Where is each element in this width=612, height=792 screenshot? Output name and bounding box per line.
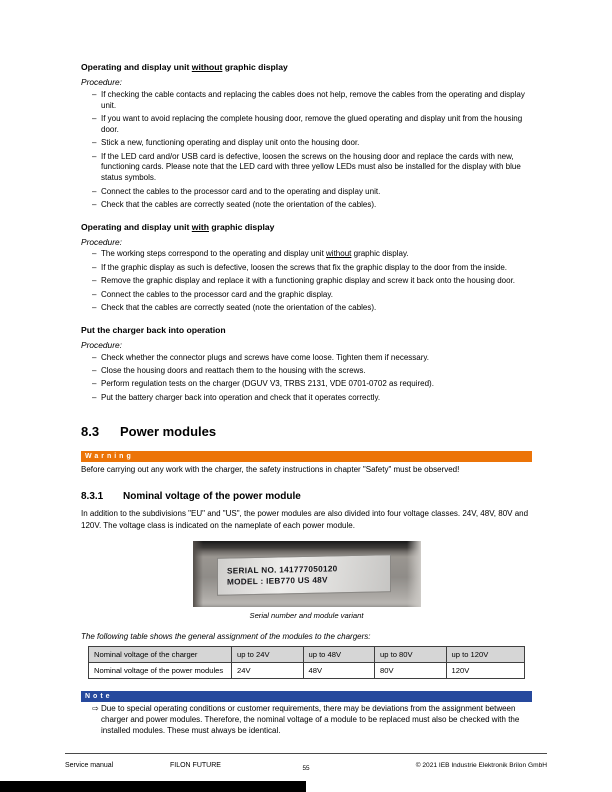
section-number: 8.3.1 (81, 491, 104, 503)
list-bullet: – (92, 89, 97, 99)
footer-doc-type: Service manual (65, 762, 114, 769)
list-item-text: Check that the cables are correctly seated (note the orientation of the cables). (101, 303, 377, 313)
page-content (81, 62, 532, 739)
heading-text: graphic display (208, 221, 275, 232)
list-bullet: – (92, 151, 97, 161)
procedure-label: Procedure: (81, 340, 122, 350)
list-item-text: If you want to avoid replacing the complete housing door, remove the glued operating and display unit from the housing door. (101, 113, 523, 134)
figure-caption: Serial number and module variant (249, 610, 364, 620)
serial-number-text: SERIAL NO. 141777050120 (226, 564, 338, 576)
list-bullet: – (92, 249, 97, 259)
list-bullet: – (92, 379, 97, 389)
list-item-text: Stick a new, functioning operating and display unit onto the housing door. (101, 138, 360, 148)
procedure-list (81, 353, 532, 404)
table-cell: Nominal voltage of the power modules (89, 662, 232, 678)
list-bullet: – (92, 199, 97, 209)
note-banner: Note (81, 691, 532, 702)
list-bullet: – (92, 289, 97, 299)
table-cell: 120V (446, 662, 524, 678)
list-item (81, 138, 532, 149)
list-item-text: Check that the cables are correctly seated (note the orientation of the cables). (101, 199, 377, 209)
photo-shadow-left (193, 541, 203, 607)
list-item (81, 393, 532, 404)
section-heading-with-display (81, 222, 532, 233)
list-item-text: Remove the graphic display and replace it with a functioning graphic display and screw it back onto the housing door. (101, 276, 516, 286)
list-item-text: Check whether the connector plugs and screws have come loose. Tighten them if necessary. (101, 352, 430, 362)
list-item (81, 704, 532, 736)
footer-divider (65, 753, 547, 754)
list-item-text: Connect the cables to the processor card and to the operating and display unit. (101, 186, 381, 196)
list-bullet: – (92, 392, 97, 402)
table-header-row (89, 646, 525, 662)
header-cell: up to 48V (303, 646, 375, 662)
procedure-list (81, 249, 532, 313)
list-item (81, 200, 532, 211)
list-bullet: – (92, 138, 97, 148)
footer-copyright: © 2021 IEB Industrie Elektronik Brilon GmbH (415, 762, 547, 769)
heading-text: Put the charger back into operation (81, 324, 226, 335)
list-item (81, 276, 532, 287)
list-bullet: – (92, 303, 97, 313)
list-bullet: – (92, 262, 97, 272)
table-cell: 24V (232, 662, 304, 678)
list-item (81, 366, 532, 377)
note-list (81, 704, 532, 736)
header-cell: up to 24V (232, 646, 304, 662)
list-bullet: ⇨ (92, 704, 99, 714)
heading-text: graphic display (222, 62, 288, 72)
list-bullet: – (92, 276, 97, 286)
list-item-text: Close the housing doors and reattach them to the housing with the screws. (101, 365, 366, 375)
list-item-text: Due to special operating conditions or customer requirements, there may be deviations from the assignment between charger and power modules. Therefore, the nominal voltage of a module to be replaced must also be checked with the installed modules. These must always be identical. (101, 704, 520, 735)
list-bullet: – (92, 365, 97, 375)
list-item-text: If the graphic display as such is defective, loosen the screws that fix the graphic display to the door from the inside. (101, 262, 507, 272)
warning-banner: Warning (81, 451, 532, 462)
procedure-list (81, 90, 532, 211)
list-item (81, 379, 532, 390)
header-cell: up to 80V (375, 646, 447, 662)
warning-text: Before carrying out any work with the charger, the safety instructions in chapter "Safety" must be observed! (81, 464, 460, 474)
header-cell: Nominal voltage of the charger (89, 646, 232, 662)
page-number: 55 (302, 765, 310, 772)
list-item (81, 114, 532, 136)
procedure-label: Procedure: (81, 77, 122, 88)
header-cell: up to 120V (446, 646, 524, 662)
list-item (81, 353, 532, 364)
section-heading-back-into-operation (81, 325, 532, 336)
list-item (81, 290, 532, 301)
heading-underlined-word: with (191, 221, 209, 232)
nameplate-photo (193, 541, 421, 607)
chapter-number: 8.3 (81, 423, 100, 439)
bottom-black-bar (0, 781, 306, 792)
list-item-text: The working steps correspond to the operating and display unit without graphic display. (101, 249, 409, 259)
nameplate-label (217, 554, 391, 596)
list-item-text: Put the battery charger back into operation and check that it operates correctly. (101, 392, 381, 402)
list-bullet: – (92, 113, 97, 123)
list-item-text: If the LED card and/or USB card is defective, loosen the screws on the housing door and replace the cards with new, functioning cards. Please note that the LED card with three yellow LEDs must also be installed for the display with blue status symbols. (101, 151, 521, 183)
list-bullet: – (92, 186, 97, 196)
photo-highlight-right (407, 541, 421, 607)
table-row (89, 662, 525, 678)
list-bullet: – (92, 352, 97, 362)
section-heading-8-3-1 (81, 491, 532, 502)
heading-text: Operating and display unit (81, 221, 192, 232)
chapter-heading-8-3 (81, 424, 532, 439)
list-item-text: Connect the cables to the processor card and the graphic display. (101, 289, 333, 299)
list-item (81, 187, 532, 198)
section-heading-without-display (81, 62, 532, 73)
heading-underlined-word: without (191, 62, 223, 72)
voltage-assignment-table (88, 646, 525, 679)
section-title: Nominal voltage of the power module (123, 491, 301, 503)
list-item (81, 263, 532, 274)
model-text: MODEL : IEB770 US 48V (226, 575, 328, 587)
list-item (81, 303, 532, 314)
heading-text: Operating and display unit (81, 62, 192, 72)
footer-product-name: FILON FUTURE (170, 762, 221, 769)
chapter-title: Power modules (120, 423, 217, 439)
list-item-text: If checking the cable contacts and replacing the cables does not help, remove the cables from the operating and display unit. (101, 89, 525, 110)
list-item (81, 249, 532, 260)
table-cell: 80V (375, 662, 447, 678)
list-item (81, 90, 532, 112)
intro-paragraph: In addition to the subdivisions "EU" and "US", the power modules are also divided into four voltage classes. 24V, 48V, 80V and 120V. The voltage class is indicated on the nameplate of each power module. (81, 509, 529, 530)
table-intro: The following table shows the general assignment of the modules to the chargers: (81, 631, 371, 641)
procedure-label: Procedure: (81, 236, 122, 247)
list-item (81, 152, 532, 184)
table-cell: 48V (303, 662, 375, 678)
list-item-text: Perform regulation tests on the charger (DGUV V3, TRBS 2131, VDE 0701-0702 as required). (101, 379, 434, 389)
